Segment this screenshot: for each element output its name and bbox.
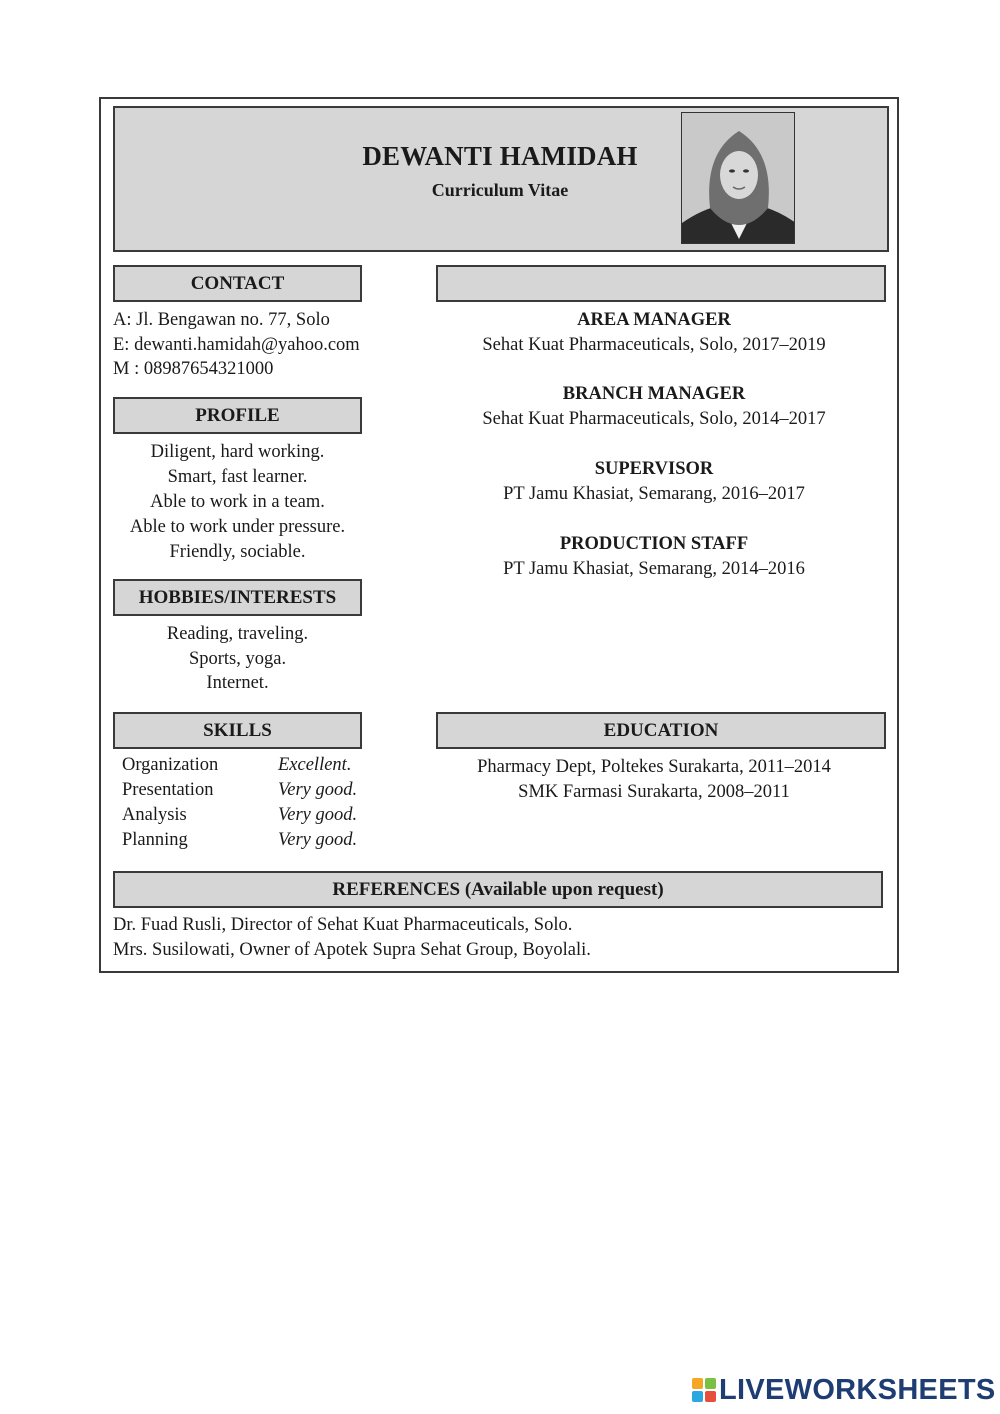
job-detail: Sehat Kuat Pharmaceuticals, Solo, 2014–2017 (482, 409, 826, 429)
job-title: AREA MANAGER (577, 310, 731, 330)
contact-address: A: Jl. Bengawan no. 77, Solo (113, 310, 330, 330)
references-heading: REFERENCES (Available upon request) (113, 871, 883, 908)
skill-level: Excellent. (278, 755, 352, 775)
skill-name: Planning (122, 830, 188, 850)
job-title: SUPERVISOR (594, 459, 714, 479)
skill-name: Organization (122, 755, 219, 775)
contact-email: E: dewanti.hamidah@yahoo.com (113, 335, 360, 355)
education-line: Pharmacy Dept, Poltekes Surakarta, 2011–2014 (477, 757, 831, 777)
skills-heading: SKILLS (113, 712, 362, 749)
hobby-line: Sports, yoga. (188, 649, 287, 669)
skill-name: Presentation (122, 780, 214, 800)
hobby-line: Internet. (206, 673, 269, 693)
liveworksheets-logo-text: LIVEWORKSHEETS (719, 1373, 996, 1406)
job-title: BRANCH MANAGER (562, 384, 746, 404)
job-detail: Sehat Kuat Pharmaceuticals, Solo, 2017–2019 (482, 335, 826, 355)
education-heading: EDUCATION (436, 712, 886, 749)
cv-name: DEWANTI HAMIDAH (362, 141, 638, 171)
profile-line: Diligent, hard working. (150, 442, 325, 462)
cv-subtitle: Curriculum Vitae (431, 180, 569, 200)
reference-line: Mrs. Susilowati, Owner of Apotek Supra Sehat Group, Boyolali. (113, 940, 591, 960)
liveworksheets-logo[interactable] (692, 1374, 996, 1406)
skill-level: Very good. (278, 830, 358, 850)
contact-heading: CONTACT (113, 265, 362, 302)
profile-line: Smart, fast learner. (167, 467, 308, 487)
contact-mobile: M : 08987654321000 (113, 359, 274, 379)
profile-line: Friendly, sociable. (169, 542, 306, 562)
education-line: SMK Farmasi Surakarta, 2008–2011 (518, 782, 790, 802)
hobbies-heading: HOBBIES/INTERESTS (113, 579, 362, 616)
skill-name: Analysis (122, 805, 187, 825)
skill-level: Very good. (278, 780, 358, 800)
profile-photo (681, 112, 795, 244)
hobby-line: Reading, traveling. (166, 624, 309, 644)
profile-line: Able to work in a team. (150, 492, 325, 512)
job-title: PRODUCTION STAFF (559, 534, 749, 554)
reference-line: Dr. Fuad Rusli, Director of Sehat Kuat Pharmaceuticals, Solo. (113, 915, 573, 935)
skill-level: Very good. (278, 805, 358, 825)
liveworksheets-logo-icon (692, 1378, 716, 1402)
experience-heading (436, 265, 886, 302)
profile-line: Able to work under pressure. (129, 517, 346, 537)
profile-heading: PROFILE (113, 397, 362, 434)
job-detail: PT Jamu Khasiat, Semarang, 2014–2016 (503, 559, 805, 579)
job-detail: PT Jamu Khasiat, Semarang, 2016–2017 (503, 484, 805, 504)
